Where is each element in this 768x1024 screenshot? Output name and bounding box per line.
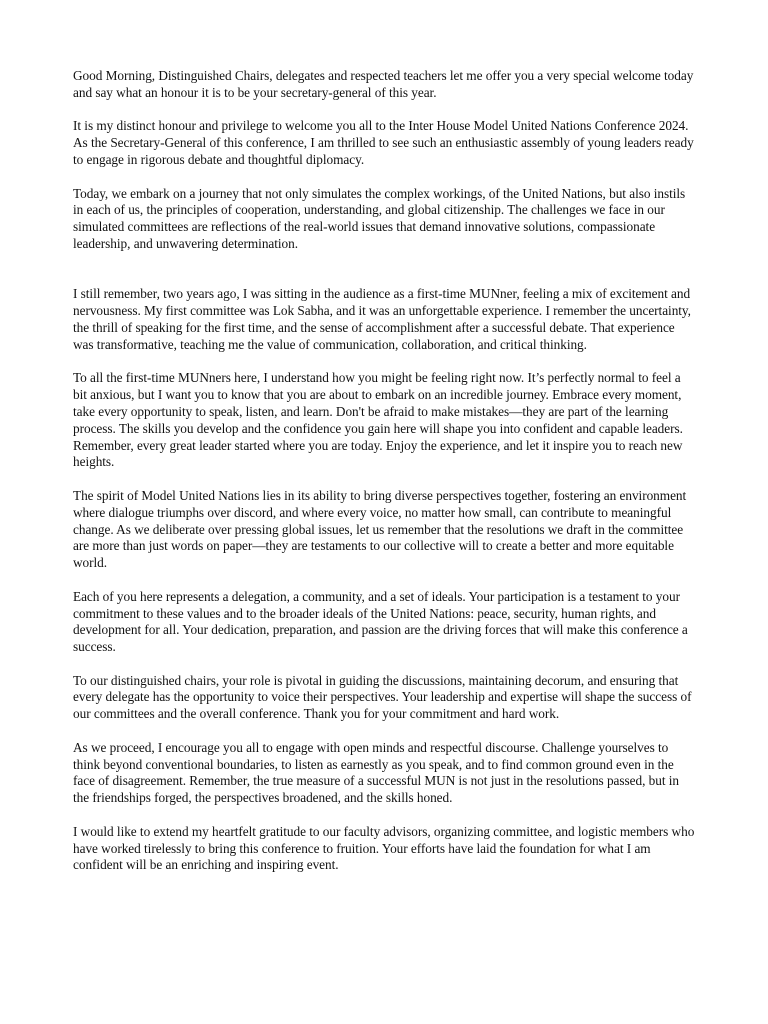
- paragraph-proceed: As we proceed, I encourage you all to engage with open minds and respectful discourse. Challenge yourselves to think beyond conventional boundaries, to listen as earnestly as you speak, and to find common ground even in the face of disagreement. Remember, the true measure of a successful MUN is not just in the resolutions passed, but in the friendships forged, the perspectives broadened, and the skills honed.: [73, 739, 680, 806]
- paragraph-memory: I still remember, two years ago, I was sitting in the audience as a first-time MUNner, feeling a mix of excitement and nervousness. My first committee was Lok Sabha, and it was an unforgettable experience. I remember the uncertainty, the thrill of speaking for the first time, and the sense of accomplishment after a successful debate. That experience was transformative, teaching me the value of communication, collaboration, and critical thinking.: [73, 286, 691, 352]
- document-page: [73, 68, 697, 891]
- paragraph-first-timers: To all the first-time MUNners here, I understand how you might be feeling right now. It’s perfectly normal to feel a bit anxious, but I want you to know that you are about to embark on an incredible journey. Embrace every moment, take every opportunity to speak, listen, and learn. Don't be afraid to make mistakes—they are part of the learning process. The skills you develop and the confidence you gain here will shape you into confident and capable leaders. Remember, every great leader started where you are today. Enjoy the experience, and let it inspire you to reach new heights.: [73, 370, 683, 470]
- paragraph-gratitude: I would like to extend my heartfelt gratitude to our faculty advisors, organizing committee, and logistic members who have worked tirelessly to bring this conference to fruition. Your efforts have laid the foundation for what I am confident will be an enriching and inspiring event.: [73, 823, 695, 873]
- paragraph-welcome: It is my distinct honour and privilege to welcome you all to the Inter House Model United Nations Conference 2024. As the Secretary-General of this conference, I am thrilled to see such an enthusiastic assembly of young leaders ready to engage in rigorous debate and thoughtful diplomacy.: [73, 118, 694, 167]
- paragraph-spirit: The spirit of Model United Nations lies in its ability to bring diverse perspectives together, fostering an environment where dialogue triumphs over discord, and where every voice, no matter how small, can contribute to meaningful change. As we deliberate over pressing global issues, let us remember that the resolutions we draft in the committee are more than just words on paper—they are testaments to our collective will to create a better and more equitable world.: [73, 487, 687, 571]
- paragraph-greeting: Good Morning, Distinguished Chairs, delegates and respected teachers let me offer you a very special welcome today and say what an honour it is to be your secretary-general of this year.: [73, 68, 694, 100]
- paragraph-journey: Today, we embark on a journey that not only simulates the complex workings, of the United Nations, but also instils in each of us, the principles of cooperation, understanding, and global citizenship. The challenges we face in our simulated committees are reflections of the real-world issues that demand innovative solutions, compassionate leadership, and unwavering determination.: [73, 185, 686, 251]
- paragraph-delegation: Each of you here represents a delegation, a community, and a set of ideals. Your participation is a testament to your commitment to these values and to the broader ideals of the United Nations: peace, security, human rights, and development for all. Your dedication, preparation, and passion are the driving forces that will make this conference a success.: [73, 588, 688, 655]
- paragraph-chairs: To our distinguished chairs, your role is pivotal in guiding the discussions, maintaining decorum, and ensuring that every delegate has the opportunity to voice their perspectives. Your leadership and expertise will shape the success of our committees and the overall conference. Thank you for your commitment and hard work.: [73, 672, 692, 722]
